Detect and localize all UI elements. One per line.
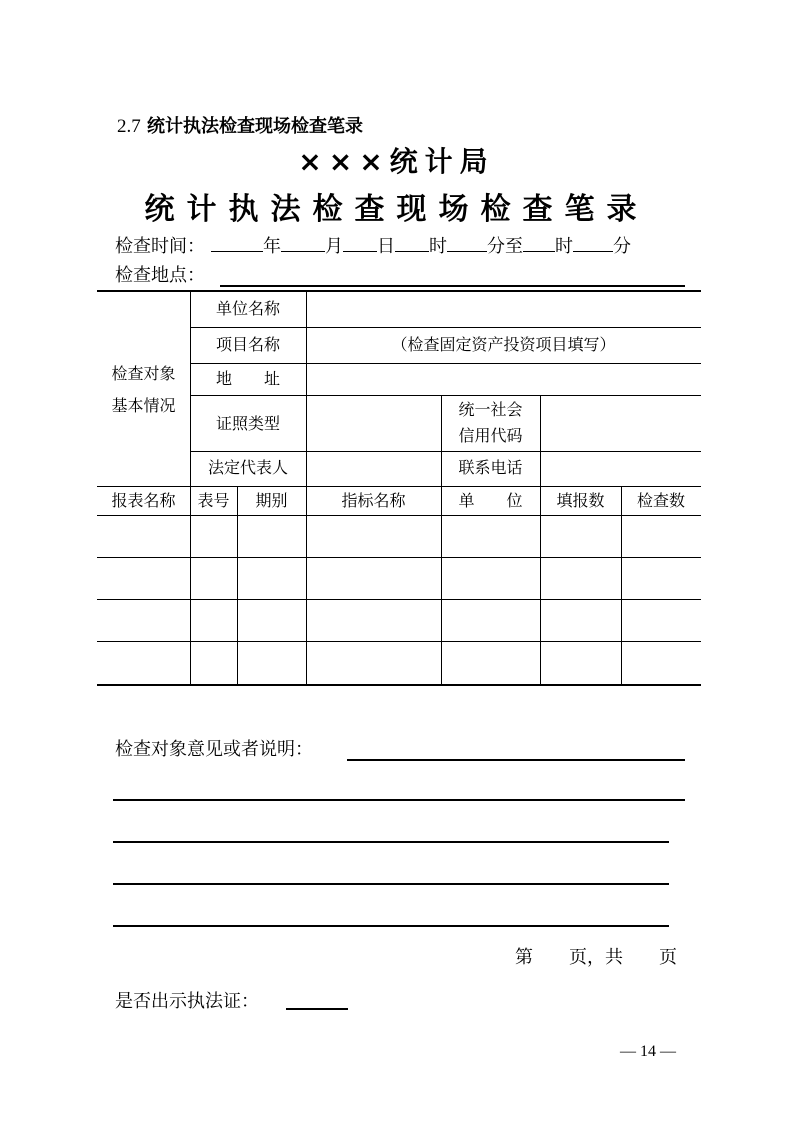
section-heading: [117, 112, 363, 138]
section-heading-text: 统计执法检查现场检查笔录: [147, 116, 364, 137]
end-minute-unit: 分: [613, 236, 631, 257]
month-blank[interactable]: [281, 233, 325, 252]
bureau-name: ×××统计局: [298, 145, 495, 178]
unit-name-label: 单位名称: [215, 299, 280, 318]
table-row[interactable]: [97, 642, 701, 683]
credit-code-label-line1: 统一社会: [458, 400, 523, 419]
table-row[interactable]: [97, 558, 701, 599]
inspection-time-label: 检查时间：: [115, 236, 205, 257]
col-header-period: 期别: [255, 491, 288, 510]
address-label: 地 址: [215, 369, 280, 388]
legal-rep-label: 法定代表人: [207, 458, 288, 477]
page-number: — 14 —: [620, 1043, 676, 1060]
basic-info-group-label-line1: 检查对象: [111, 364, 176, 383]
section-number: 2.7: [117, 116, 141, 137]
inspection-place-label: 检查地点：: [115, 265, 205, 286]
page-info: 第 页，共 页: [515, 947, 677, 968]
end-minute-blank[interactable]: [573, 233, 613, 252]
minute-to-unit: 分至: [487, 236, 523, 257]
hour-blank[interactable]: [395, 233, 429, 252]
col-header-indicator-name: 指标名称: [341, 491, 406, 510]
legal-rep-field[interactable]: [307, 452, 440, 485]
table-hline: [190, 327, 701, 328]
table-bottom-border: [97, 684, 701, 686]
phone-field[interactable]: [541, 452, 700, 485]
phone-label: 联系电话: [458, 458, 523, 477]
certificate-label: 是否出示执法证：: [115, 991, 259, 1012]
month-unit: 月: [325, 236, 343, 257]
minute-blank[interactable]: [447, 233, 487, 252]
unit-name-field[interactable]: [307, 291, 700, 326]
table-hline: [97, 486, 701, 487]
col-header-checked-count: 检查数: [636, 491, 685, 510]
project-name-label: 项目名称: [215, 335, 280, 354]
col-header-table-number: 表号: [197, 491, 230, 510]
col-header-unit: 单 位: [458, 491, 523, 510]
inspection-time-row: [115, 233, 631, 259]
certificate-blank[interactable]: [286, 1008, 348, 1010]
year-unit: 年: [263, 236, 281, 257]
day-unit: 日: [377, 236, 395, 257]
table-row[interactable]: [97, 600, 701, 641]
project-name-note: （检查固定资产投资项目填写）: [391, 335, 616, 354]
col-header-reported-count: 填报数: [556, 491, 605, 510]
col-header-report-name: 报表名称: [111, 491, 176, 510]
day-blank[interactable]: [343, 233, 377, 252]
opinion-line[interactable]: [347, 759, 685, 761]
opinion-line[interactable]: [113, 799, 685, 801]
credit-code-field[interactable]: [541, 396, 700, 450]
license-type-label: 证照类型: [215, 414, 280, 433]
license-type-field[interactable]: [307, 396, 440, 450]
end-hour-blank[interactable]: [523, 233, 555, 252]
inspection-place-blank[interactable]: [220, 285, 685, 287]
end-hour-unit: 时: [555, 236, 573, 257]
year-blank[interactable]: [211, 233, 263, 252]
basic-info-group-label-line2: 基本情况: [111, 396, 176, 415]
table-row[interactable]: [97, 516, 701, 557]
opinion-line[interactable]: [113, 925, 669, 927]
hour-unit: 时: [429, 236, 447, 257]
opinion-line[interactable]: [113, 841, 669, 843]
credit-code-label-line2: 信用代码: [458, 426, 523, 445]
inspection-place-row: [115, 264, 205, 288]
opinion-line[interactable]: [113, 883, 669, 885]
document-title: 统计执法检查现场检查笔录: [144, 192, 649, 227]
address-field[interactable]: [307, 364, 700, 394]
opinion-label: 检查对象意见或者说明：: [115, 739, 313, 760]
